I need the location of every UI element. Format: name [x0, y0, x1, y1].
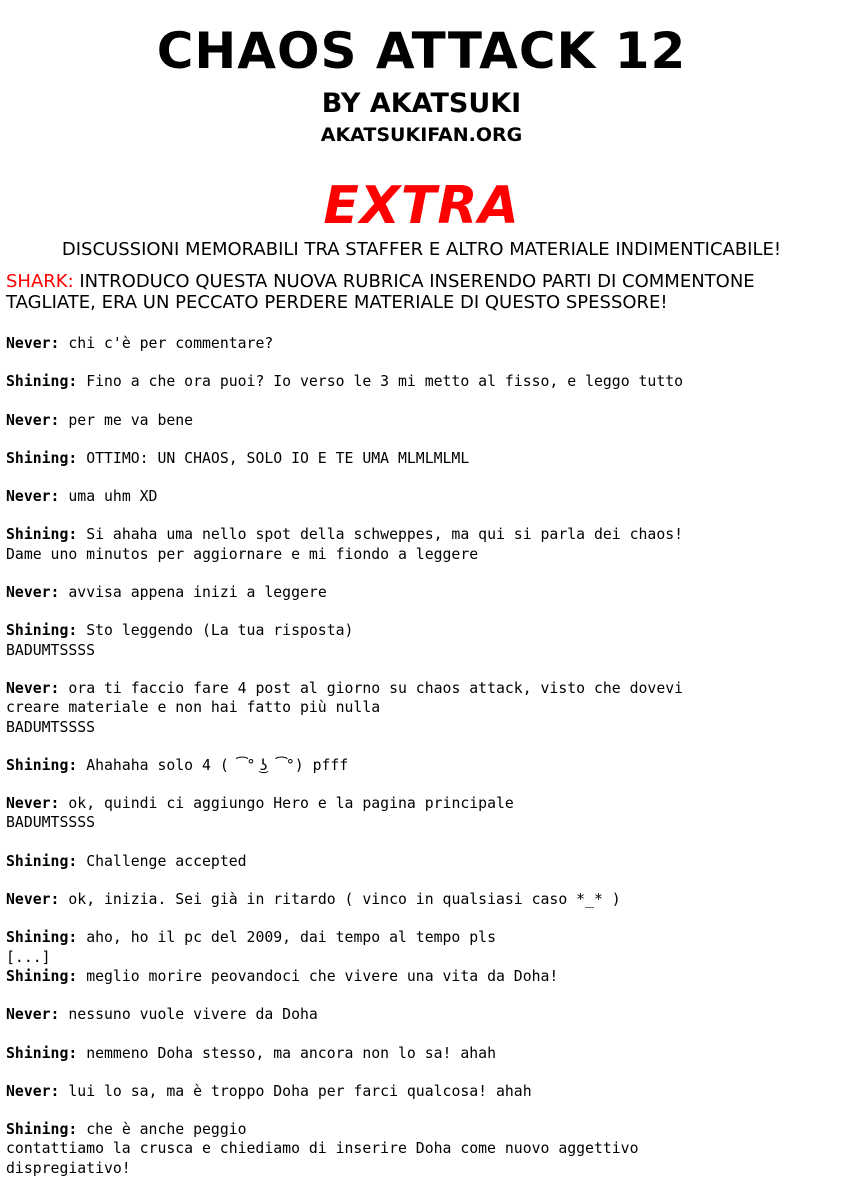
chat-speaker: Shining	[6, 852, 69, 870]
speaker-colon: :	[68, 1044, 78, 1062]
chat-speaker: Shining	[6, 526, 69, 544]
intro-paragraph	[6, 271, 838, 313]
chat-continuation-line: BADUMTSSSS	[6, 814, 96, 832]
chat-line	[6, 449, 838, 468]
chat-speaker: Never	[6, 679, 51, 697]
page-title: CHAOS ATTACK 12	[156, 22, 687, 80]
chat-speaker: Shining	[6, 1044, 69, 1062]
chat-text: Si ahaha uma nello spot della schweppes, ma qui si parla dei chaos!	[77, 526, 684, 544]
speaker-colon: :	[68, 373, 78, 391]
chat-text: uma uhm XD	[59, 488, 158, 506]
speaker-colon: :	[50, 335, 60, 352]
chat-speaker: Never	[6, 488, 51, 506]
chat-speaker: Shining	[6, 756, 69, 774]
chat-continuation-line: BADUMTSSSS	[6, 718, 96, 736]
chat-message	[6, 756, 838, 775]
chat-message	[6, 1120, 838, 1178]
chat-text: avvisa appena inizi a leggere	[59, 584, 327, 602]
chat-text: nemmeno Doha stesso, ma ancora non lo sa! ahah	[77, 1044, 496, 1062]
chat-line	[6, 525, 838, 544]
chat-speaker: Never	[6, 795, 51, 813]
speaker-colon: :	[68, 449, 78, 467]
chat-text: Fino a che ora puoi? Io verso le 3 mi metto al fisso, e leggo tutto	[77, 373, 684, 391]
chat-text: Ahahaha solo 4 ( ͡° ͜ʖ ͡°) pfff	[77, 756, 349, 774]
chat-text: ok, inizia. Sei già in ritardo ( vinco in qualsiasi caso *_* )	[59, 891, 621, 909]
speaker-colon: :	[68, 1121, 78, 1139]
speaker-colon: :	[68, 929, 78, 947]
chat-transcript	[6, 334, 838, 1197]
speaker-colon: :	[68, 622, 78, 640]
chat-continuation-line: creare materiale e non hai fatto più nulla	[6, 699, 381, 717]
chat-speaker: Shining	[6, 449, 69, 467]
chat-message	[6, 967, 838, 986]
chat-message	[6, 928, 838, 967]
site-url: AKATSUKIFAN.ORG	[320, 124, 523, 146]
section-subtitle: DISCUSSIONI MEMORABILI TRA STAFFER E ALTRO MATERIALE INDIMENTICABILE!	[61, 239, 782, 260]
chat-message	[6, 890, 838, 909]
intro-speaker: SHARK:	[6, 271, 74, 292]
chat-text: chi c'è per commentare?	[59, 335, 274, 352]
chat-line	[6, 679, 838, 698]
chat-line	[6, 890, 838, 909]
chat-message	[6, 525, 838, 564]
chat-message	[6, 852, 838, 871]
chat-speaker: Never	[6, 1082, 51, 1100]
chat-continuation-line: BADUMTSSSS	[6, 641, 96, 659]
speaker-colon: :	[50, 1082, 60, 1100]
chat-line	[6, 372, 838, 391]
chat-line	[6, 334, 838, 353]
speaker-colon: :	[50, 584, 60, 602]
chat-message	[6, 487, 838, 506]
chat-speaker: Never	[6, 891, 51, 909]
chat-text: Challenge accepted	[77, 852, 247, 870]
speaker-colon: :	[68, 967, 78, 985]
chat-speaker: Never	[6, 335, 51, 352]
chat-speaker: Never	[6, 411, 51, 429]
chat-text: lui lo sa, ma è troppo Doha per farci qualcosa! ahah	[59, 1082, 532, 1100]
chat-line	[6, 1005, 838, 1024]
chat-line	[6, 1044, 838, 1063]
chat-line	[6, 967, 838, 986]
chat-text: per me va bene	[59, 411, 194, 429]
chat-text: meglio morire peovandoci che vivere una vita da Doha!	[77, 967, 559, 985]
chat-speaker: Shining	[6, 373, 69, 391]
chat-message	[6, 411, 838, 430]
chat-line	[6, 1120, 838, 1139]
chat-message	[6, 1005, 838, 1024]
chat-text: ora ti faccio fare 4 post al giorno su chaos attack, visto che dovevi	[59, 679, 684, 697]
intro-text: INTRODUCO QUESTA NUOVA RUBRICA INSERENDO PARTI DI COMMENTONE TAGLIATE, ERA UN PECCATO PERDERE MATERIALE DI QUESTO SPESSORE!	[6, 271, 755, 313]
chat-text: OTTIMO: UN CHAOS, SOLO IO E TE UMA MLMLMLML	[77, 449, 470, 467]
speaker-colon: :	[68, 526, 78, 544]
chat-speaker: Never	[6, 584, 51, 602]
chat-speaker: Shining	[6, 967, 69, 985]
byline: BY AKATSUKI	[321, 88, 522, 119]
chat-message	[6, 449, 838, 468]
chat-line	[6, 852, 838, 871]
speaker-colon: :	[50, 1006, 60, 1024]
chat-line	[6, 1082, 838, 1101]
chat-message	[6, 1044, 838, 1063]
extra-heading: EXTRA	[323, 176, 520, 236]
chat-continuation-line: contattiamo la crusca e chiediamo di inserire Doha come nuovo aggettivo	[6, 1140, 639, 1158]
speaker-colon: :	[50, 679, 60, 697]
chat-line	[6, 928, 838, 947]
chat-speaker: Shining	[6, 622, 69, 640]
chat-speaker: Shining	[6, 1121, 69, 1139]
chat-continuation-line: dispregiativo!	[6, 1159, 131, 1177]
chat-text: nessuno vuole vivere da Doha	[59, 1006, 318, 1024]
chat-message	[6, 334, 838, 353]
chat-message	[6, 621, 838, 660]
speaker-colon: :	[50, 411, 60, 429]
chat-speaker: Shining	[6, 929, 69, 947]
chat-text: aho, ho il pc del 2009, dai tempo al tempo pls	[77, 929, 496, 947]
chat-continuation-line: [...]	[6, 948, 51, 966]
chat-text: Sto leggendo (La tua risposta)	[77, 622, 354, 640]
chat-message	[6, 794, 838, 833]
chat-message	[6, 583, 838, 602]
chat-line	[6, 487, 838, 506]
chat-line	[6, 411, 838, 430]
speaker-colon: :	[68, 756, 78, 774]
chat-speaker: Never	[6, 1006, 51, 1024]
chat-text: che è anche peggio	[77, 1121, 247, 1139]
chat-line	[6, 756, 838, 775]
chat-line	[6, 621, 838, 640]
chat-line	[6, 794, 838, 813]
chat-continuation-line: Dame uno minutos per aggiornare e mi fiondo a leggere	[6, 545, 479, 563]
speaker-colon: :	[50, 891, 60, 909]
chat-message	[6, 372, 838, 391]
chat-message	[6, 679, 838, 737]
speaker-colon: :	[68, 852, 78, 870]
chat-message	[6, 1082, 838, 1101]
chat-line	[6, 583, 838, 602]
speaker-colon: :	[50, 488, 60, 506]
speaker-colon: :	[50, 795, 60, 813]
chat-text: ok, quindi ci aggiungo Hero e la pagina principale	[59, 795, 514, 813]
